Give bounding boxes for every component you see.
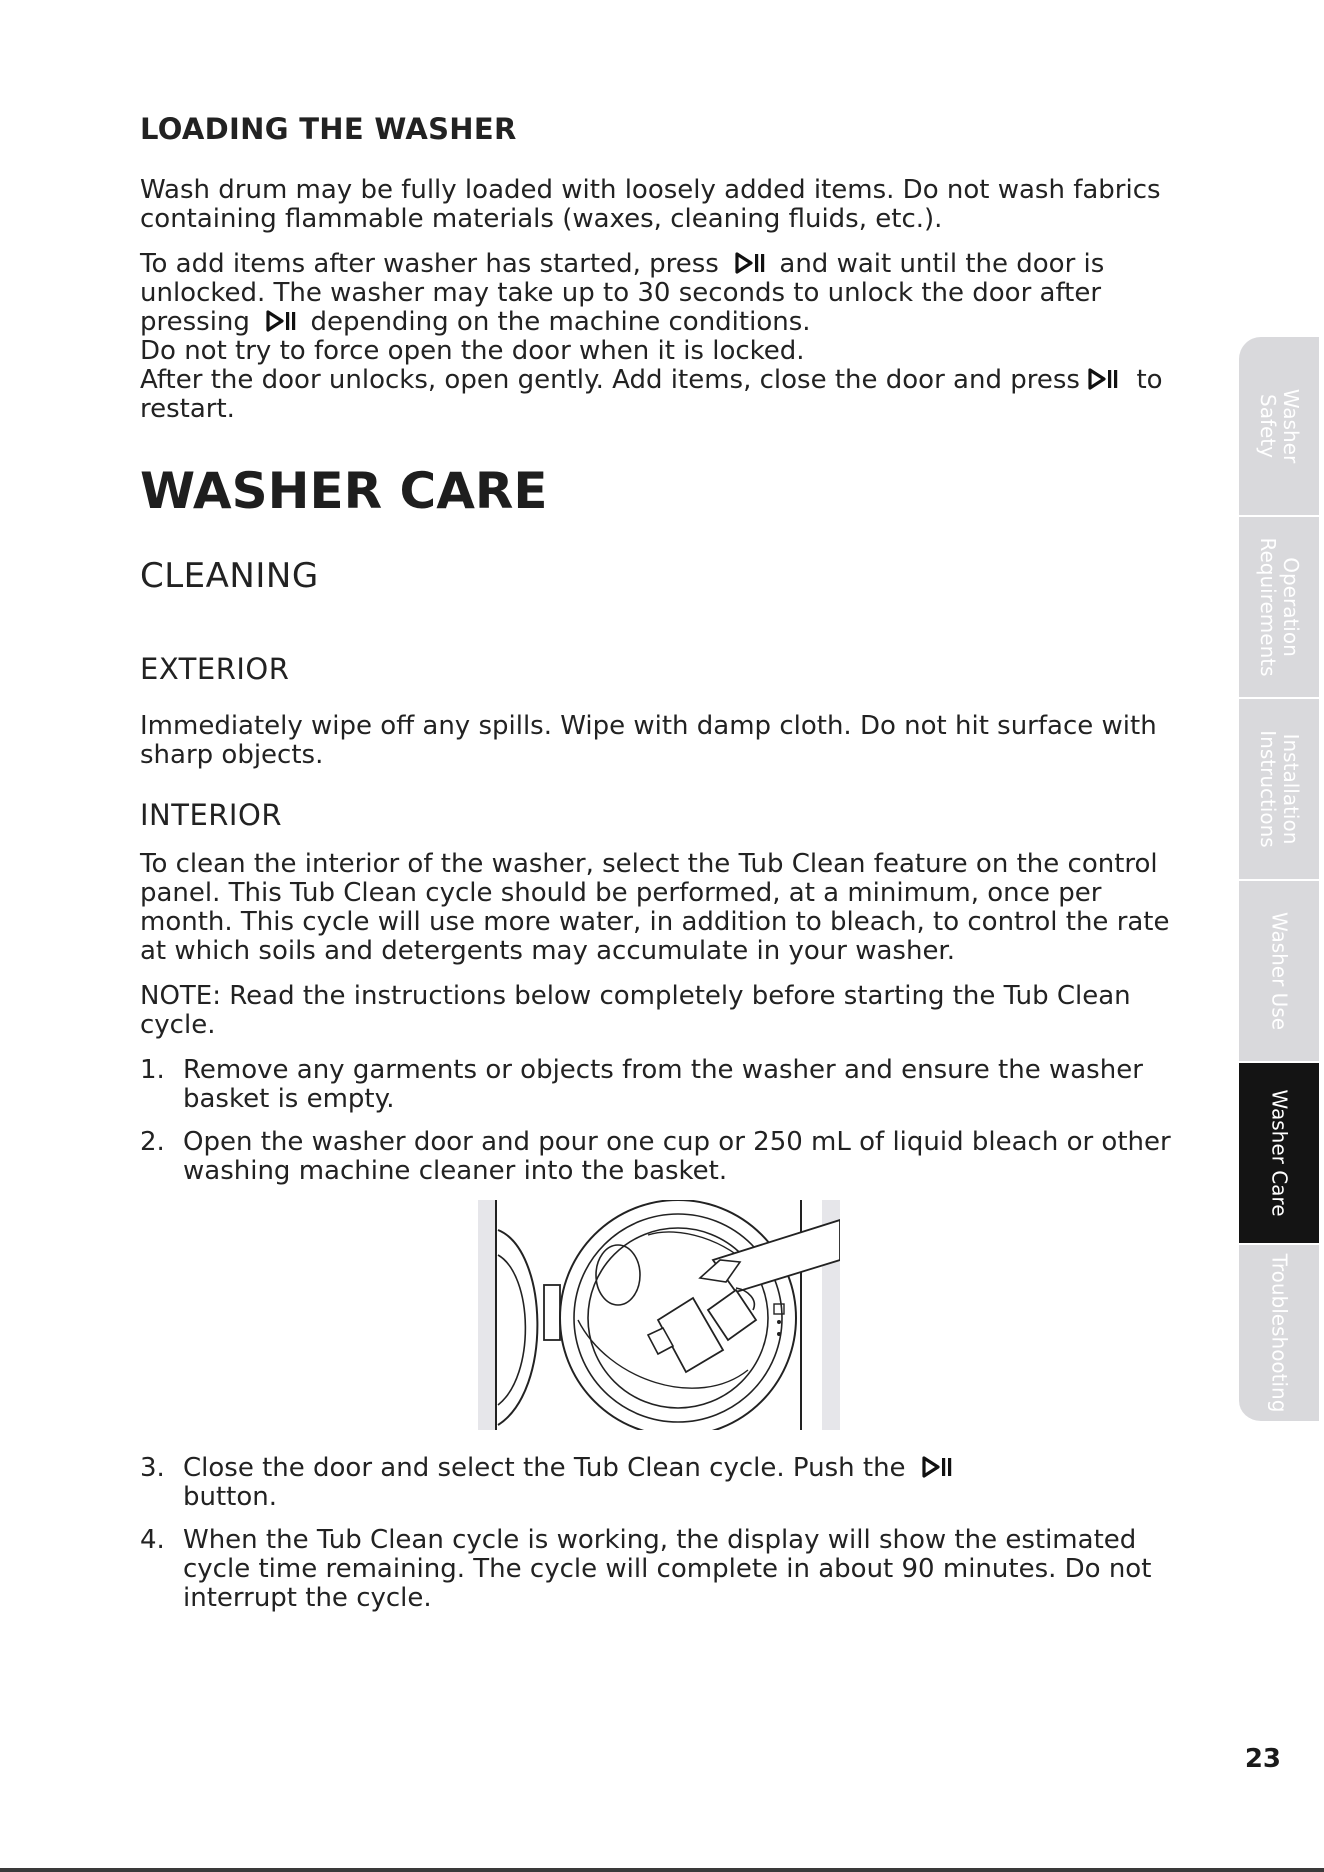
interior-heading: INTERIOR: [140, 798, 282, 832]
list-item: [140, 1056, 1180, 1114]
start-pause-icon: [262, 309, 298, 333]
tab-operation-requirements[interactable]: [1239, 517, 1319, 699]
start-pause-icon: [1088, 367, 1124, 391]
step-text: Remove any garments or objects from the washer and ensure the washer basket is empty.: [183, 1055, 1143, 1114]
steps-list-b: [140, 1454, 1180, 1613]
step-number: 1.: [140, 1055, 165, 1085]
tab-label: Installation Instructions: [1256, 730, 1303, 848]
tab-label: Washer Safety: [1256, 388, 1303, 464]
start-pause-icon: [731, 251, 767, 275]
step-number: 3.: [140, 1453, 165, 1483]
washer-care-heading: WASHER CARE: [140, 462, 548, 520]
step-text: Open the washer door and pour one cup or 250 mL of liquid bleach or other washing machine cleaner into the basket.: [183, 1127, 1171, 1186]
loading-text-c: depending on the machine conditions.: [310, 307, 811, 337]
start-pause-icon: [918, 1455, 954, 1479]
step-number: 2.: [140, 1127, 165, 1157]
step-text-b: button.: [183, 1482, 278, 1512]
tab-label: Washer Care: [1267, 1089, 1292, 1217]
loading-text-a: To add items after washer has started, press: [140, 249, 719, 279]
step-text-a: Close the door and select the Tub Clean cycle. Push the: [183, 1453, 906, 1483]
loading-text-d: Do not try to force open the door when it is locked.: [140, 336, 805, 366]
washer-illustration: [478, 1200, 840, 1430]
tab-label: Washer Use: [1267, 911, 1292, 1031]
tab-washer-care[interactable]: [1239, 1063, 1319, 1245]
page-content: [140, 112, 1180, 1627]
step-number: 4.: [140, 1525, 165, 1555]
note-text: NOTE: Read the instructions below completely before starting the Tub Clean cycle.: [140, 981, 1131, 1040]
exterior-heading: EXTERIOR: [140, 652, 290, 686]
exterior-text: Immediately wipe off any spills. Wipe with damp cloth. Do not hit surface with sharp objects.: [140, 711, 1157, 770]
loading-paragraph-2: [140, 250, 1180, 424]
loading-text-f: to restart.: [140, 365, 1163, 424]
list-item: [140, 1128, 1180, 1186]
loading-text-b: and wait until the door is unlocked. The washer may take up to 30 seconds to unlock the door after pressing: [140, 249, 1105, 337]
loading-heading: LOADING THE WASHER: [140, 112, 517, 146]
loading-text-e: After the door unlocks, open gently. Add items, close the door and press: [140, 365, 1080, 395]
list-item: [140, 1454, 1180, 1512]
cleaning-heading: CLEANING: [140, 556, 319, 596]
loading-paragraph-1: Wash drum may be fully loaded with loosely added items. Do not wash fabrics containing flammable materials (waxes, cleaning fluids, etc.).: [140, 175, 1161, 234]
tab-washer-use[interactable]: [1239, 881, 1319, 1063]
interior-text: To clean the interior of the washer, select the Tub Clean feature on the control panel. This Tub Clean cycle should be performed, at a minimum, once per month. This cycle will use more water, in addition to bleach, to control the rate at which soils and detergents may accumulate in your washer.: [140, 849, 1170, 966]
list-item: [140, 1526, 1180, 1613]
tab-washer-safety[interactable]: [1239, 337, 1319, 517]
steps-list-a: [140, 1056, 1180, 1186]
tab-label: Operation Requirements: [1256, 537, 1303, 677]
step-text: When the Tub Clean cycle is working, the display will show the estimated cycle time remaining. The cycle will complete in about 90 minutes. Do not interrupt the cycle.: [183, 1525, 1152, 1613]
bottom-rule: [0, 1868, 1324, 1872]
page-number: 23: [1244, 1744, 1281, 1774]
tab-label: Troubleshooting: [1267, 1253, 1292, 1413]
tab-installation-instructions[interactable]: [1239, 699, 1319, 881]
tab-troubleshooting[interactable]: [1239, 1245, 1319, 1423]
